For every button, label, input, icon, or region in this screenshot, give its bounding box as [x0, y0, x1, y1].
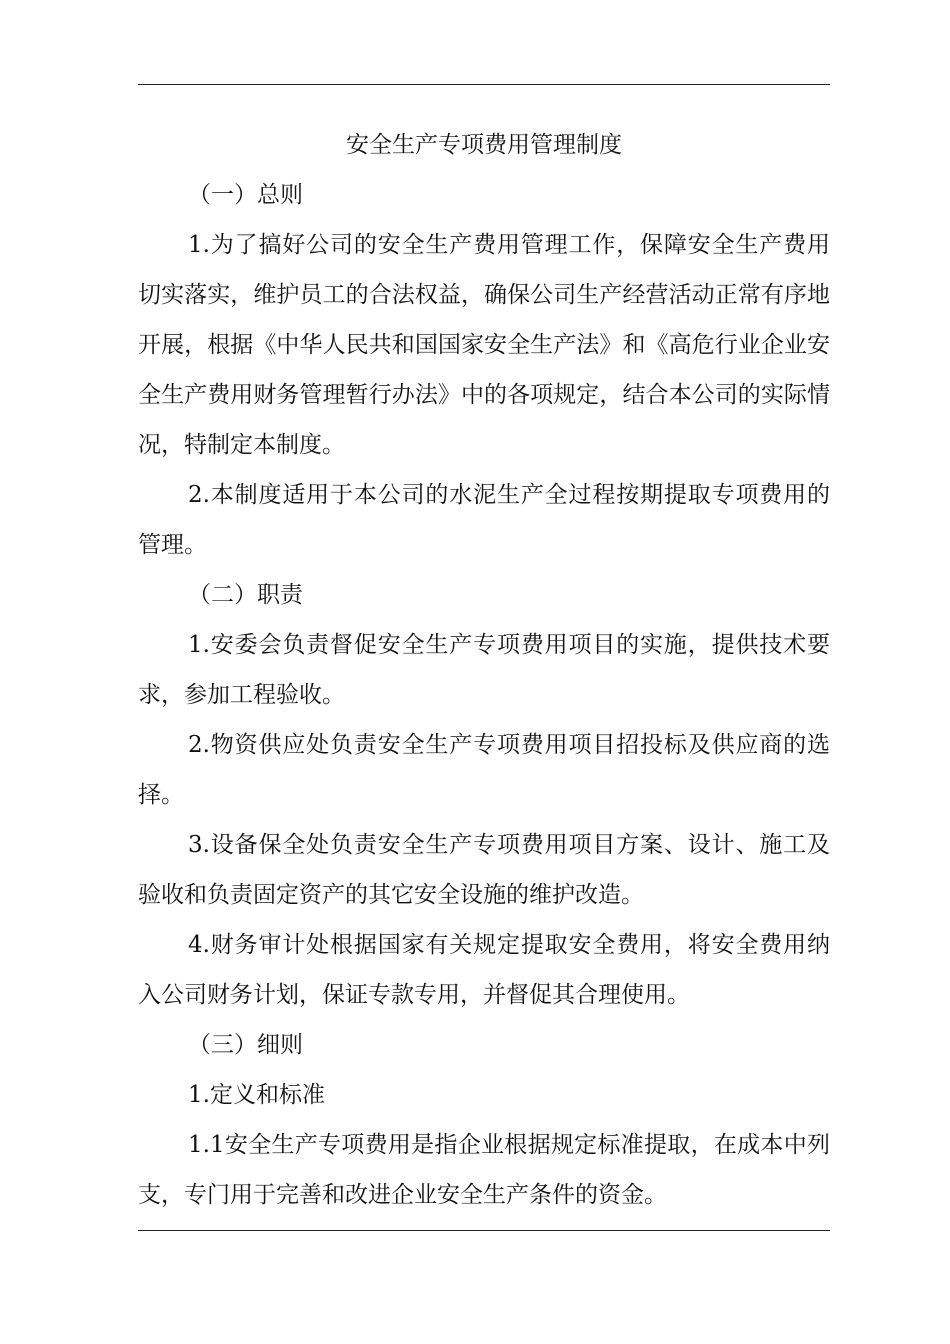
paragraph-rules-1-1: 1.1安全生产专项费用是指企业根据规定标准提取，在成本中列支，专门用于完善和改进企业安全生产条件的资金。: [138, 1132, 830, 1208]
paragraph-general-2: 2.本制度适用于本公司的水泥生产全过程按期提取专项费用的管理。: [138, 482, 830, 558]
section-heading-general: （一）总则: [188, 182, 303, 208]
paragraph-rules-heading: 1.定义和标准: [188, 1082, 325, 1108]
document-title: 安全生产专项费用管理制度: [346, 132, 622, 158]
paragraph-duties-2: 2.物资供应处负责安全生产专项费用项目招投标及供应商的选择。: [138, 732, 830, 808]
section-heading-duties: （二）职责: [188, 582, 303, 608]
paragraph-duties-1: 1.安委会负责督促安全生产专项费用项目的实施，提供技术要求，参加工程验收。: [138, 632, 830, 708]
document-body: [138, 120, 830, 1220]
section-heading-rules: （三）细则: [188, 1032, 303, 1058]
header-rule: [138, 84, 830, 85]
paragraph-duties-3: 3.设备保全处负责安全生产专项费用项目方案、设计、施工及验收和负责固定资产的其它安全设施的维护改造。: [138, 832, 830, 908]
paragraph-duties-4: 4.财务审计处根据国家有关规定提取安全费用，将安全费用纳入公司财务计划，保证专款专用，并督促其合理使用。: [138, 932, 830, 1008]
paragraph-general-1: 1.为了搞好公司的安全生产费用管理工作，保障安全生产费用切实落实，维护员工的合法权益，确保公司生产经营活动正常有序地开展，根据《中华人民共和国国家安全生产法》和《高危行业企业安全生产费用财务管理暂行办法》中的各项规定，结合本公司的实际情况，特制定本制度。: [138, 232, 830, 458]
footer-rule: [138, 1230, 830, 1231]
